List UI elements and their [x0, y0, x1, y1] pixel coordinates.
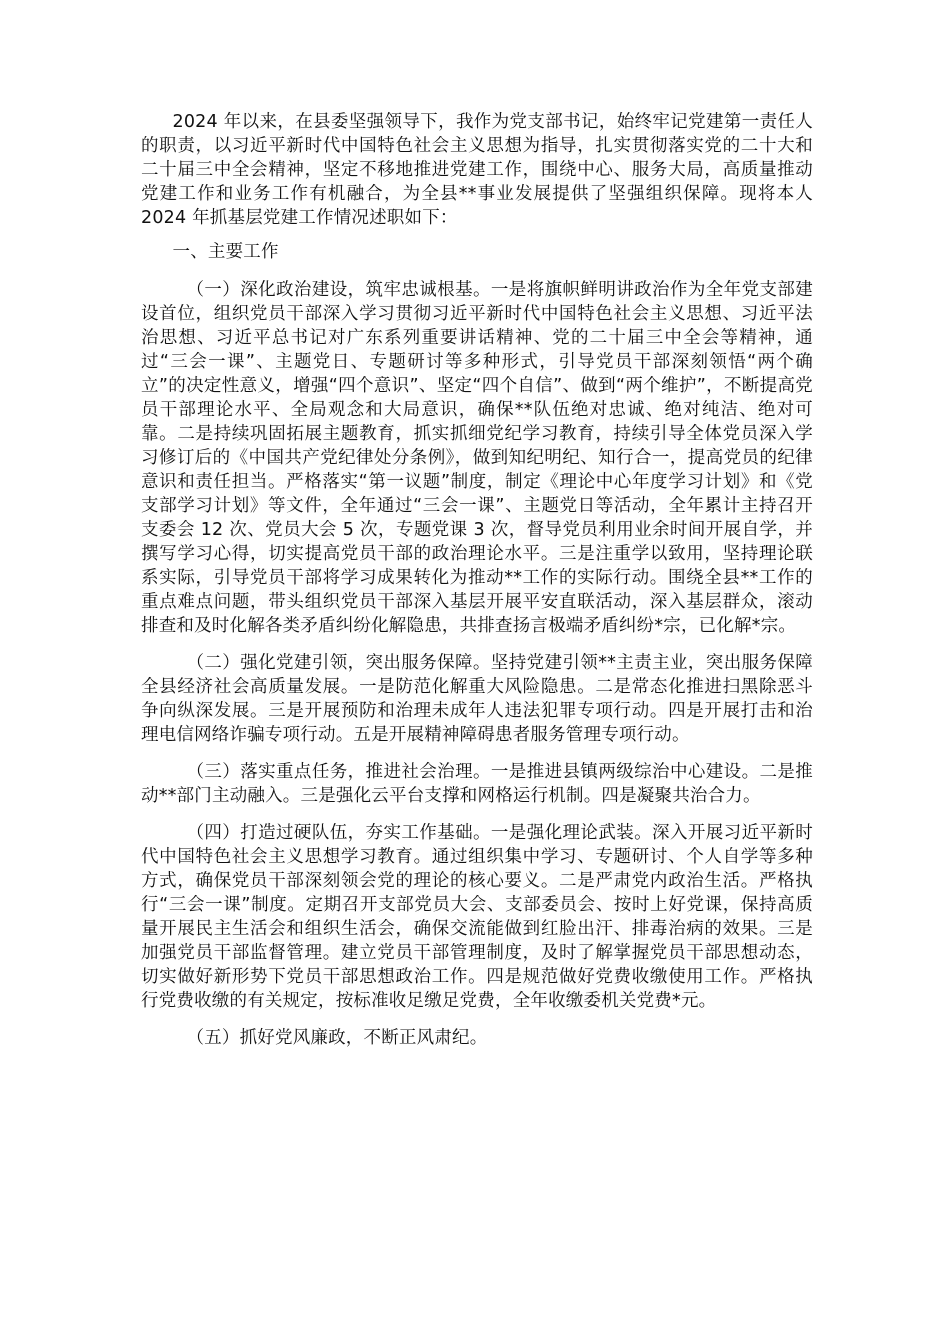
section-1-paragraph: （一）深化政治建设，筑牢忠诚根基。一是将旗帜鲜明讲政治作为全年党支部建设首位，组织党员干部深入学习贯彻习近平新时代中国特色社会主义思想、习近平法治思想、习近平总书记对广东系列重要讲话精神、党的二十届三中全会等精神，通过“三会一课”、主题党日、专题研讨等多种形式，引导党员干部深刻领悟“两个确立”的决定性意义，增强“四个意识”、坚定“四个自信”、做到“两个维护”，不断提高党员干部理论水平、全局观念和大局意识，确保**队伍绝对忠诚、绝对纯洁、绝对可靠。二是持续巩固拓展主题教育，抓实抓细党纪学习教育，持续引导全体党员深入学习修订后的《中国共产党纪律处分条例》，做到知纪明纪、知行合一，提高党员的纪律意识和责任担当。严格落实“第一议题”制度，制定《理论中心年度学习计划》和《党支部学习计划》等文件，全年通过“三会一课”、主题党日等活动，全年累计主持召开支委会 12 次、党员大会 5 次，专题党课 3 次，督导党员利用业余时间开展自学，并撰写学习心得，切实提高党员干部的政治理论水平。三是注重学以致用，坚持理论联系实际，引导党员干部将学习成果转化为推动**工作的实际行动。围绕全县**工作的重点难点问题，带头组织党员干部深入基层开展平安直联活动，深入基层群众，滚动排查和及时化解各类矛盾纠纷化解隐患，共排查扬言极端矛盾纠纷*宗，已化解*宗。 — [141, 280, 813, 636]
document-page — [141, 110, 813, 1050]
section-4-paragraph: （四）打造过硬队伍，夯实工作基础。一是强化理论武装。深入开展习近平新时代中国特色社会主义思想学习教育。通过组织集中学习、专题研讨、个人自学等多种方式，确保党员干部深刻领会党的理论的核心要义。二是严肃党内政治生活。严格执行“三会一课”制度。定期召开支部党员大会、支部委员会、按时上好党课，保持高质量开展民主生活会和组织生活会，确保交流能做到红脸出汗、排毒治病的效果。三是加强党员干部监督管理。建立党员干部管理制度，及时了解掌握党员干部思想动态，切实做好新形势下党员干部思想政治工作。四是规范做好党费收缴使用工作。严格执行党费收缴的有关规定，按标准收足缴足党费，全年收缴委机关党费*元。 — [141, 823, 813, 1011]
intro-paragraph: 2024 年以来，在县委坚强领导下，我作为党支部书记，始终牢记党建第一责任人的职责，以习近平新时代中国特色社会主义思想为指导，扎实贯彻落实党的二十大和二十届三中全会精神，坚定不移地推进党建工作，围绕中心、服务大局，高质量推动党建工作和业务工作有机融合，为全县**事业发展提供了坚强组织保障。现将本人 2024 年抓基层党建工作情况述职如下： — [141, 112, 813, 228]
section-5-paragraph: （五）抓好党风廉政，不断正风肃纪。 — [186, 1028, 488, 1048]
section-2-paragraph: （二）强化党建引领，突出服务保障。坚持党建引领**主责主业，突出服务保障全县经济社会高质量发展。一是防范化解重大风险隐患。二是常态化推进扫黑除恶斗争向纵深发展。三是开展预防和治理未成年人违法犯罪专项行动。四是开展打击和治理电信网络诈骗专项行动。五是开展精神障碍患者服务管理专项行动。 — [141, 653, 813, 745]
section-3-paragraph: （三）落实重点任务，推进社会治理。一是推进县镇两级综治中心建设。二是推动**部门主动融入。三是强化云平台支撑和网格运行机制。四是凝聚共治合力。 — [141, 762, 813, 806]
heading-main-work: 一、主要工作 — [172, 242, 279, 262]
